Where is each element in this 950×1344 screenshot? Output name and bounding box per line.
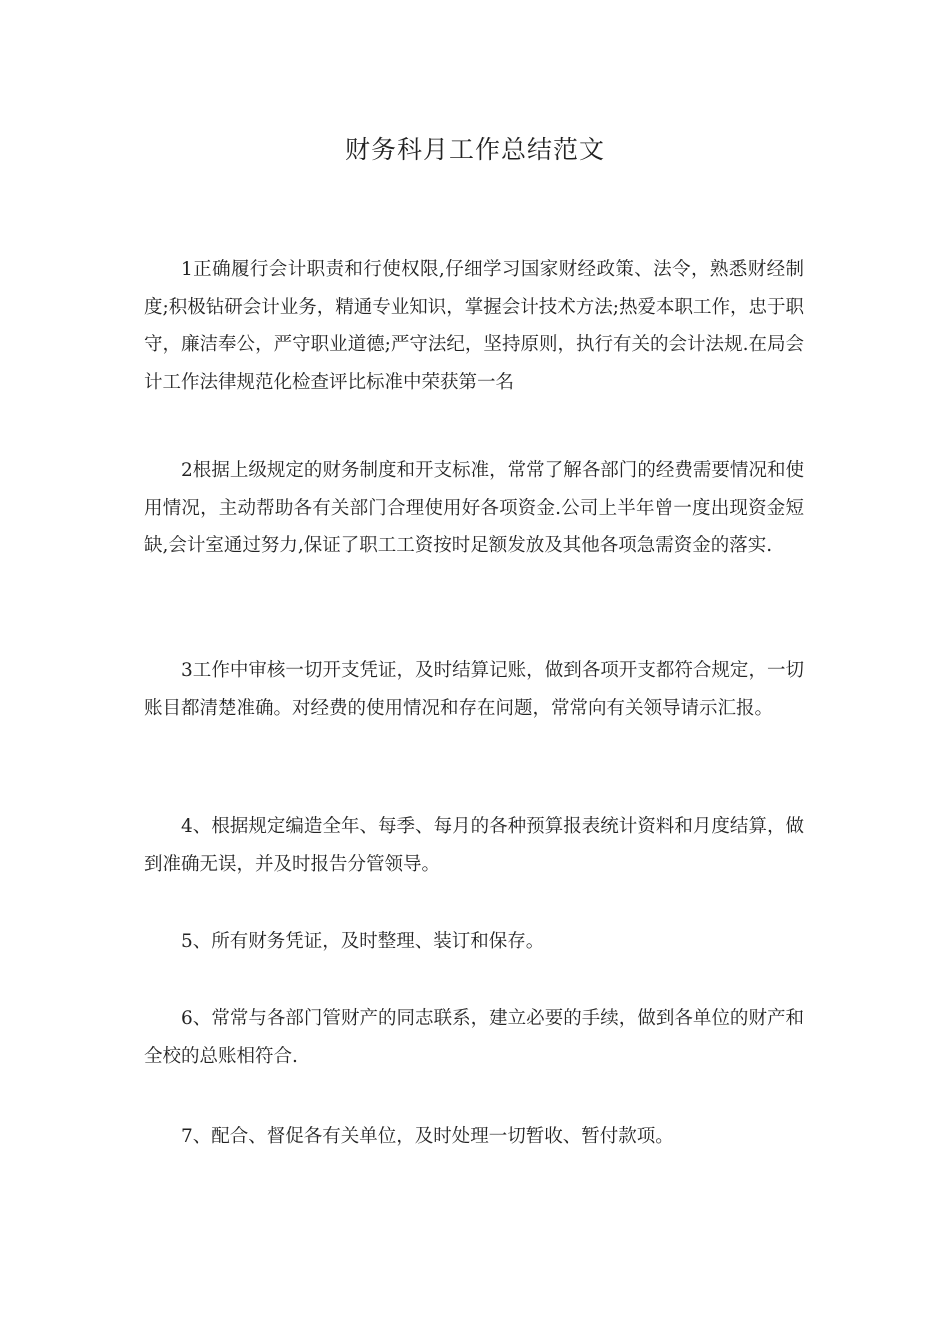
paragraph-4: 4、根据规定编造全年、每季、每月的各种预算报表统计资料和月度结算，做到准确无误，并及时报告分管领导。 (144, 816, 804, 875)
document-title: 财务科月工作总结范文 (344, 135, 605, 164)
paragraph-6: 6、常常与各部门管财产的同志联系，建立必要的手续，做到各单位的财产和全校的总账相符合. (144, 1008, 804, 1067)
paragraph-1: 1正确履行会计职责和行使权限,仔细学习国家财经政策、法令，熟悉财经制度;积极钻研会计业务，精通专业知识，掌握会计技术方法;热爱本职工作，忠于职守，廉洁奉公，严守职业道德;严守法纪，坚持原则，执行有关的会计法规.在局会计工作法律规范化检查评比标准中荣获第一名 (144, 259, 804, 393)
paragraph-7: 7、配合、督促各有关单位，及时处理一切暂收、暂付款项。 (181, 1126, 674, 1147)
paragraph-5: 5、所有财务凭证，及时整理、装订和保存。 (181, 931, 545, 952)
paragraph-2: 2根据上级规定的财务制度和开支标准，常常了解各部门的经费需要情况和使用情况，主动帮助各有关部门合理使用好各项资金.公司上半年曾一度出现资金短缺,会计室通过努力,保证了职工工资按时足额发放及其他各项急需资金的落实. (144, 460, 804, 556)
paragraph-3: 3工作中审核一切开支凭证，及时结算记账，做到各项开支都符合规定，一切账目都清楚准确。对经费的使用情况和存在问题，常常向有关领导请示汇报。 (144, 660, 804, 719)
